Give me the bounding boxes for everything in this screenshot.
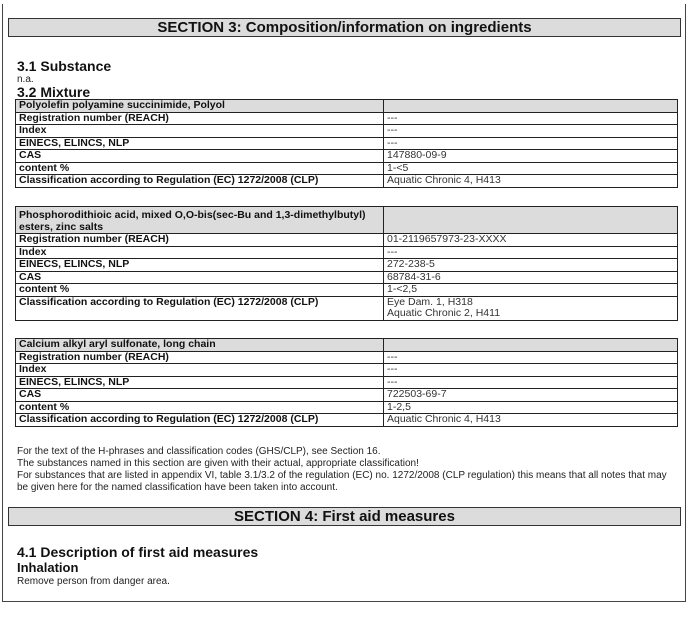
sds-page <box>2 4 686 602</box>
note-line: For substances that are listed in appendix VI, table 3.1/3.2 of the regulation (EC) no. 1272/2008 (CLP regulation) this means that all notes that may be given here for the named classification have been taken into account. <box>17 470 667 493</box>
inhalation-text: Remove person from danger area. <box>17 576 170 587</box>
content-label: content % <box>16 162 384 175</box>
inhalation-heading: Inhalation <box>17 560 79 575</box>
ingredient-table <box>15 99 678 188</box>
clp-value: Aquatic Chronic 4, H413 <box>387 413 501 425</box>
cas-label: CAS <box>16 389 384 402</box>
content-value: 1-<5 <box>384 162 678 175</box>
cas-label: CAS <box>16 150 384 163</box>
clp-label: Classification according to Regulation (EC) 1272/2008 (CLP) <box>16 414 384 427</box>
index-label: Index <box>16 125 384 138</box>
reg-label: Registration number (REACH) <box>16 234 384 247</box>
ingredient-table <box>15 206 678 321</box>
reg-value: --- <box>384 351 678 364</box>
clp-value: Aquatic Chronic 2, H411 <box>387 307 501 319</box>
substance-value: n.a. <box>17 74 34 85</box>
first-aid-heading: 4.1 Description of first aid measures <box>17 544 259 560</box>
reg-label: Registration number (REACH) <box>16 351 384 364</box>
reg-label: Registration number (REACH) <box>16 112 384 125</box>
cas-value: 147880-09-9 <box>384 150 678 163</box>
cas-value: 722503-69-7 <box>384 389 678 402</box>
note-line: For the text of the H-phrases and classification codes (GHS/CLP), see Section 16. <box>17 446 381 457</box>
section-4-header: SECTION 4: First aid measures <box>8 507 681 526</box>
substance-heading: 3.1 Substance <box>17 58 112 74</box>
section-3-header: SECTION 3: Composition/information on ingredients <box>8 18 681 37</box>
index-label: Index <box>16 364 384 377</box>
content-value: 1-<2,5 <box>384 284 678 297</box>
index-value: --- <box>384 125 678 138</box>
ingredient-name: Calcium alkyl aryl sulfonate, long chain <box>16 339 384 352</box>
note-line: The substances named in this section are given with their actual, appropriate classification! <box>17 458 419 469</box>
index-value: --- <box>384 246 678 259</box>
mixture-heading: 3.2 Mixture <box>17 84 91 100</box>
ingredient-name: Phosphorodithioic acid, mixed O,O-bis(sec-Bu and 1,3-dimethylbutyl) esters, zinc salts <box>16 207 384 234</box>
clp-label: Classification according to Regulation (EC) 1272/2008 (CLP) <box>16 296 384 320</box>
einecs-value: 272-238-5 <box>384 259 678 272</box>
einecs-value: --- <box>384 376 678 389</box>
clp-value: Eye Dam. 1, H318 <box>387 295 473 308</box>
section-3-notes <box>17 446 677 494</box>
cas-label: CAS <box>16 271 384 284</box>
cas-value: 68784-31-6 <box>384 271 678 284</box>
reg-value: 01-2119657973-23-XXXX <box>384 234 678 247</box>
einecs-label: EINECS, ELINCS, NLP <box>16 259 384 272</box>
clp-value: Aquatic Chronic 4, H413 <box>387 174 501 186</box>
content-label: content % <box>16 401 384 414</box>
content-value: 1-2,5 <box>384 401 678 414</box>
ingredient-table <box>15 338 678 427</box>
einecs-value: --- <box>384 137 678 150</box>
reg-value: --- <box>384 112 678 125</box>
clp-label: Classification according to Regulation (EC) 1272/2008 (CLP) <box>16 175 384 188</box>
content-label: content % <box>16 284 384 297</box>
einecs-label: EINECS, ELINCS, NLP <box>16 137 384 150</box>
index-value: --- <box>384 364 678 377</box>
einecs-label: EINECS, ELINCS, NLP <box>16 376 384 389</box>
ingredient-name: Polyolefin polyamine succinimide, Polyol <box>16 100 384 113</box>
index-label: Index <box>16 246 384 259</box>
